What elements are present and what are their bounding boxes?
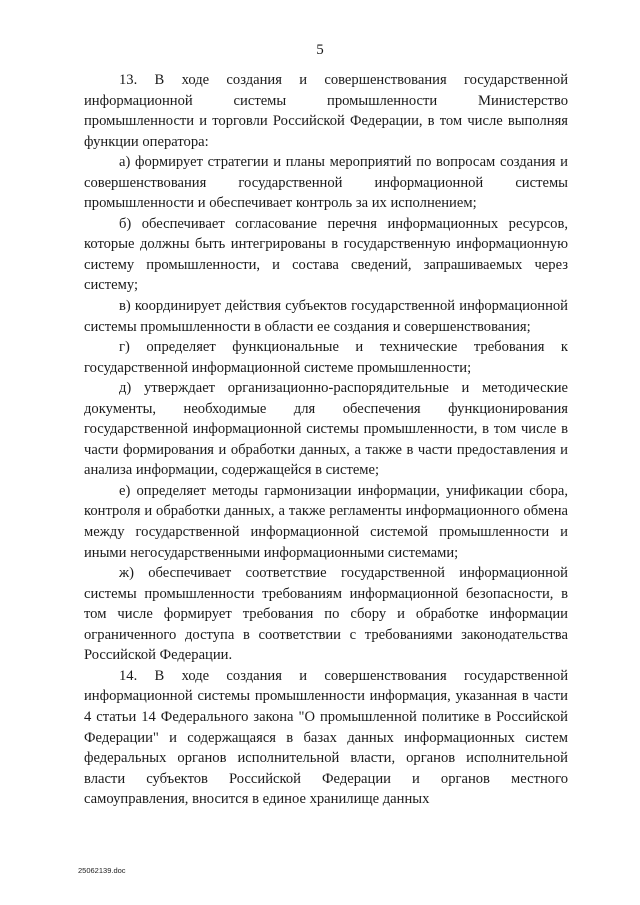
paragraph-13-a: а) формирует стратегии и планы мероприятий по вопросам создания и совершенствования государственной информационной системы промышленности и обеспечивает контроль за их исполнением; bbox=[84, 154, 568, 212]
paragraph-13-d: д) утверждает организационно-распорядительные и методические документы, необходимые для обеспечения функционирования государственной информационной системы промышленности, в том числе в части формирования и обработки данных, а также в части предоставления и анализа информации, содержащейся в системе; bbox=[84, 380, 568, 479]
paragraph-13: 13. В ходе создания и совершенствования государственной информационной системы промышленности Министерство промышленности и торговли Российской Федерации, в том числе выполняя функции оператора: bbox=[84, 72, 568, 150]
document-file-code: 25062139.doc bbox=[78, 866, 126, 875]
paragraph-13-g: г) определяет функциональные и технические требования к государственной информационной системе промышленности; bbox=[84, 339, 568, 376]
paragraph-13-zh: ж) обеспечивает соответствие государственной информационной системы промышленности требованиям информационной безопасности, в том числе формирует требования по сбору и обработке информации ограниченного доступа в соответствии с требованиями законодательства Российской Федерации. bbox=[84, 565, 568, 664]
paragraph-14: 14. В ходе создания и совершенствования государственной информационной системы промышленности информация, указанная в части 4 статьи 14 Федерального закона "О промышленной политике в Российской Федерации" и содержащаяся в базах данных информационных систем федеральных органов исполнительной власти, органов исполнительной власти субъектов Российской Федерации и органов местного самоуправления, вносится в единое хранилище данных bbox=[84, 667, 568, 808]
paragraph-13-e: е) определяет методы гармонизации информации, унификации сбора, контроля и обработки данных, а также регламенты информационного обмена между государственной информационной системой промышленности и иными негосударственными информационными системами; bbox=[84, 482, 568, 561]
paragraph-13-v: в) координирует действия субъектов государственной информационной системы промышленности в области ее создания и совершенствования; bbox=[84, 298, 568, 335]
document-body bbox=[84, 70, 568, 810]
paragraph-13-b: б) обеспечивает согласование перечня информационных ресурсов, которые должны быть интегрированы в государственную информационную систему промышленности, и состава сведений, запрашиваемых через систему; bbox=[84, 215, 568, 294]
page-number: 5 bbox=[316, 42, 324, 58]
